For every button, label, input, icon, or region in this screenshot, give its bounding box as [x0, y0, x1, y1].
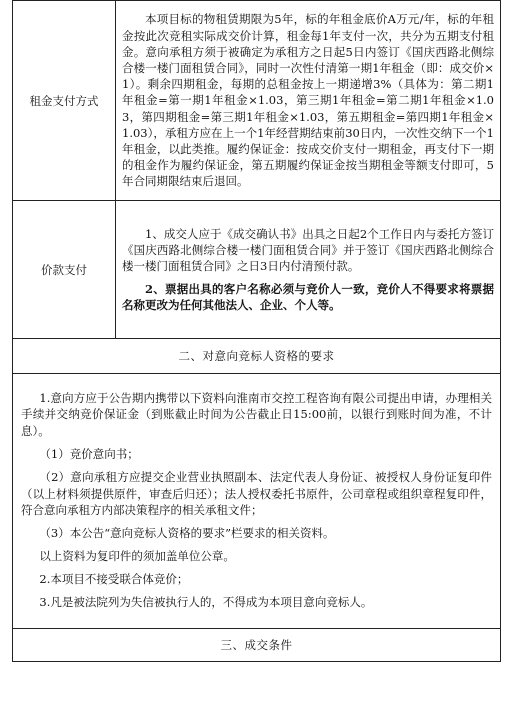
section2-title: 二、对意向竞标人资格的要求 [13, 339, 501, 374]
rent-payment-row [13, 1, 501, 201]
section2-item-1-1: （1）竞价意向书； [39, 447, 139, 461]
rent-payment-label: 租金支付方式 [13, 1, 116, 201]
price-payment-label: 价款支付 [13, 201, 116, 339]
section2-item-2: 2.本项目不接受联合体竞价； [39, 571, 189, 586]
section2-item-3: 3.凡是被法院列为失信被执行人的，不得成为本项目意向竞标人。 [39, 594, 373, 609]
section2-note: 以上资料为复印件的须加盖单位公章。 [39, 548, 235, 563]
price-payment-row [13, 201, 501, 339]
section2-item-1-2: （2）意向承租方应提交企业营业执照副本、法定代表人身份证、被授权人身份证复印件（以上材料须提供原件，审查后归还）；法人授权委托书原件，公司章程或组织章程复印件，符合意向承租方内部决策程序的相关承租文件； [21, 469, 492, 518]
price-payment-content [116, 201, 501, 339]
announcement-table-sheet [12, 0, 500, 662]
rent-payment-text: 本项目标的物租赁期限为5年，标的年租金底价A万元/年，标的年租金按此次竞租实际成交价计算，租金每1年支付一次，共分为五期支付租金。意向承租方须于被确定为承租方之日起5日内签订《国庆西路北侧综合楼一楼门面租赁合同》，同时一次性付清第一期1年租金（即：成交价×1）。剩余四期租金，每期的总租金按上一期递增3%（具体为：第二期1年租金=第一期1年租金×1.03，第三期1年租金=第二期1年租金×1.03，第四期租金=第三期1年租金×1.03，第五期租金=第四期1年租金×1.03），承租方应在上一个1年经营期结束前30日内，一次性交纳下一个1年租金，以此类推。履约保证金：按成交价支付一期租金，再支付下一期的租金作为履约保证金，第五期履约保证金按当期租金等额支付即可，5年合同期限结束后退回。 [122, 12, 494, 189]
section2-body [13, 374, 501, 629]
price-payment-text-1: 1、成交人应于《成交确认书》出具之日起2个工作日内与委托方签订《国庆西路北侧综合楼一楼门面租赁合同》并于签订《国庆西路北侧综合楼一楼门面租赁合同》之日3日内付清预付款。 [122, 226, 494, 274]
section2-body-row [13, 374, 501, 629]
section3-title: 三、成交条件 [13, 629, 501, 662]
section2-title-row [13, 339, 501, 374]
rent-payment-content [116, 1, 501, 201]
section2-item-1-3: （3）本公告“意向竞标人资格的要求”栏要求的相关资料。 [39, 526, 335, 541]
section3-title-row [13, 629, 501, 662]
terms-table [12, 0, 501, 662]
price-payment-text-2: 2、票据出具的客户名称必须与竞价人一致，竞价人不得要求将票据名称更改为任何其他法人、企业、个人等。 [122, 281, 494, 312]
section2-item-1: 1.意向方应于公告期内携带以下资料向淮南市交控工程咨询有限公司提出申请，办理相关手续并交纳竞价保证金（到账截止时间为公告截止日15:00前，以银行到账时间为准，不计息）。 [21, 390, 492, 439]
